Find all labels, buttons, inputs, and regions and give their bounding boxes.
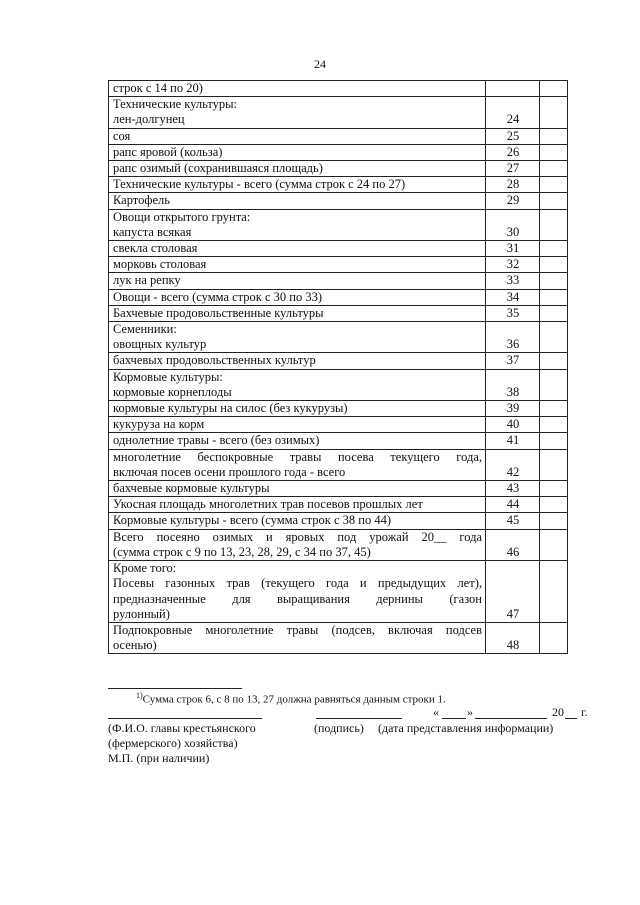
table-row: [109, 144, 568, 160]
row-name-line: Овощи открытого грунта:: [113, 209, 251, 224]
footnote-divider: [108, 688, 242, 689]
row-code: 40: [486, 417, 540, 433]
table-row: [109, 481, 568, 497]
row-name-line: рулонный): [113, 606, 170, 621]
row-value-cell[interactable]: [540, 81, 568, 97]
row-code: 42: [486, 449, 540, 480]
row-name-line: многолетние беспокровные травы посева текущего года,: [113, 449, 482, 464]
table-row: [109, 177, 568, 193]
row-name-line: Укосная площадь многолетних трав посевов прошлых лет: [113, 497, 423, 512]
page-number: 24: [314, 57, 326, 71]
row-name: [109, 305, 486, 321]
table-row: [109, 161, 568, 177]
row-name: [109, 97, 486, 128]
signature-line: [316, 718, 402, 719]
table-row: [109, 401, 568, 417]
row-code: 44: [486, 497, 540, 513]
row-name-line: рапс яровой (кольза): [113, 144, 223, 159]
row-code: 43: [486, 481, 540, 497]
row-name: [109, 81, 486, 97]
row-code: 37: [486, 353, 540, 369]
row-code: 30: [486, 209, 540, 240]
footnote: [136, 691, 446, 706]
row-name-line: морковь столовая: [113, 257, 207, 272]
date-quote-close: »: [467, 705, 473, 719]
row-name-line: бахчевые кормовые культуры: [113, 481, 270, 496]
table-row: [109, 497, 568, 513]
row-name: [109, 401, 486, 417]
date-month-line: [475, 718, 547, 719]
row-name-line: кормовые культуры на силос (без кукурузы): [113, 401, 348, 416]
row-name: [109, 273, 486, 289]
row-name-line: Всего посеяно озимых и яровых под урожай 20__ года: [113, 529, 482, 544]
row-name: [109, 529, 486, 560]
row-code: 29: [486, 193, 540, 209]
row-name: [109, 257, 486, 273]
signature-label: (подпись): [314, 721, 364, 735]
row-name-line: предназначенные для выращивания дернины (газон: [113, 591, 482, 606]
fio-label: (Ф.И.О. главы крестьянского: [108, 721, 256, 735]
row-name: [109, 433, 486, 449]
row-code: 35: [486, 305, 540, 321]
date-quote-open: «: [433, 705, 439, 719]
row-value-cell[interactable]: [540, 97, 568, 128]
table-row: [109, 128, 568, 144]
row-value-cell[interactable]: [540, 289, 568, 305]
row-value-cell[interactable]: [540, 353, 568, 369]
row-code: 46: [486, 529, 540, 560]
row-name-line: Подпокровные многолетние травы (подсев, включая подсев: [113, 622, 482, 637]
row-name: [109, 622, 486, 653]
row-code: 26: [486, 144, 540, 160]
row-name: [109, 177, 486, 193]
row-code: 48: [486, 622, 540, 653]
row-name: [109, 449, 486, 480]
row-name: [109, 209, 486, 240]
row-name-line: овощных культур: [113, 337, 207, 352]
row-value-cell[interactable]: [540, 177, 568, 193]
row-name: [109, 241, 486, 257]
table-row: [109, 322, 568, 353]
row-name-line: (сумма строк с 9 по 13, 23, 28, 29, с 34 по 37, 45): [113, 544, 371, 559]
row-code: 24: [486, 97, 540, 128]
row-name: [109, 353, 486, 369]
row-code: [486, 81, 540, 97]
table-row: [109, 622, 568, 653]
row-code: 41: [486, 433, 540, 449]
row-code: 33: [486, 273, 540, 289]
row-value-cell[interactable]: [540, 257, 568, 273]
table-row: [109, 193, 568, 209]
row-code: 36: [486, 322, 540, 353]
date-year-line: [565, 718, 577, 719]
row-name-line: включая посев осени прошлого года - всего: [113, 464, 346, 479]
row-name-line: лен-долгунец: [113, 112, 185, 127]
row-value-cell[interactable]: [540, 161, 568, 177]
row-code: 38: [486, 369, 540, 400]
table-row: [109, 273, 568, 289]
farm-label: (фермерского) хозяйства): [108, 736, 238, 750]
row-name: [109, 128, 486, 144]
row-name-line: Кормовые культуры:: [113, 369, 223, 384]
row-name-line: однолетние травы - всего (без озимых): [113, 433, 320, 448]
table-row: [109, 209, 568, 240]
row-name-line: Овощи - всего (сумма строк с 30 по 33): [113, 289, 323, 304]
row-name: [109, 497, 486, 513]
row-value-cell[interactable]: [540, 128, 568, 144]
row-code: 47: [486, 561, 540, 623]
row-value-cell[interactable]: [540, 449, 568, 480]
row-value-cell[interactable]: [540, 322, 568, 353]
row-value-cell[interactable]: [540, 561, 568, 623]
table-row: [109, 417, 568, 433]
date-day-line: [442, 718, 466, 719]
table-row: [109, 257, 568, 273]
row-code: 45: [486, 513, 540, 529]
table-row: [109, 561, 568, 623]
row-value-cell[interactable]: [540, 209, 568, 240]
table-row: [109, 81, 568, 97]
row-name-line: рапс озимый (сохранившаяся площадь): [113, 161, 323, 176]
row-value-cell[interactable]: [540, 193, 568, 209]
row-name: [109, 513, 486, 529]
row-value-cell[interactable]: [540, 417, 568, 433]
row-code: 27: [486, 161, 540, 177]
row-value-cell[interactable]: [540, 401, 568, 417]
row-code: 28: [486, 177, 540, 193]
row-name-line: соя: [113, 128, 131, 143]
table-row: [109, 433, 568, 449]
row-name-line: строк с 14 по 20): [113, 81, 203, 95]
sown-area-table: [108, 80, 568, 654]
date-year-suffix: г.: [581, 705, 588, 719]
row-value-cell[interactable]: [540, 144, 568, 160]
table-row: [109, 353, 568, 369]
row-name: [109, 193, 486, 209]
date-year-prefix: 20: [552, 705, 564, 719]
row-name-line: Кормовые культуры - всего (сумма строк с 38 по 44): [113, 513, 392, 528]
row-value-cell[interactable]: [540, 273, 568, 289]
row-name: [109, 561, 486, 623]
row-code: 34: [486, 289, 540, 305]
date-label: (дата представления информации): [378, 721, 554, 735]
row-code: 31: [486, 241, 540, 257]
row-name-line: Посевы газонных трав (текущего года и предыдущих лет),: [113, 576, 482, 591]
row-name-line: капуста всякая: [113, 224, 192, 239]
footnote-mark: 1): [136, 691, 143, 700]
row-name: [109, 369, 486, 400]
row-name-line: осенью): [113, 638, 157, 653]
row-value-cell[interactable]: [540, 433, 568, 449]
row-name-line: кукуруза на корм: [113, 417, 205, 432]
row-name-line: кормовые корнеплоды: [113, 384, 232, 399]
row-name: [109, 417, 486, 433]
row-name-line: лук на репку: [113, 273, 181, 288]
row-value-cell[interactable]: [540, 369, 568, 400]
row-value-cell[interactable]: [540, 305, 568, 321]
row-value-cell[interactable]: [540, 481, 568, 497]
table-row: [109, 97, 568, 128]
row-value-cell[interactable]: [540, 513, 568, 529]
table-row: [109, 513, 568, 529]
fio-line: [108, 718, 262, 719]
row-name: [109, 161, 486, 177]
row-name-line: Технические культуры:: [113, 97, 238, 112]
row-name-line: свекла столовая: [113, 241, 198, 256]
row-name-line: Кроме того:: [113, 561, 177, 576]
footnote-text: Сумма строк 6, с 8 по 13, 27 должна равняться данным строки 1.: [142, 693, 446, 706]
row-name: [109, 289, 486, 305]
row-value-cell[interactable]: [540, 622, 568, 653]
table-row: [109, 449, 568, 480]
row-value-cell[interactable]: [540, 241, 568, 257]
row-name-line: Бахчевые продовольственные культуры: [113, 305, 324, 320]
row-name: [109, 144, 486, 160]
stamp-label: М.П. (при наличии): [108, 751, 210, 765]
row-code: 39: [486, 401, 540, 417]
row-name-line: Технические культуры - всего (сумма строк с 24 по 27): [113, 177, 406, 192]
table-row: [109, 241, 568, 257]
table-row: [109, 529, 568, 560]
row-name-line: Картофель: [113, 193, 170, 208]
row-name: [109, 481, 486, 497]
row-value-cell[interactable]: [540, 529, 568, 560]
row-name-line: Семенники:: [113, 322, 177, 337]
table-row: [109, 305, 568, 321]
table-row: [109, 369, 568, 400]
row-name-line: бахчевых продовольственных культур: [113, 353, 316, 368]
row-code: 32: [486, 257, 540, 273]
table-row: [109, 289, 568, 305]
row-name: [109, 322, 486, 353]
row-code: 25: [486, 128, 540, 144]
row-value-cell[interactable]: [540, 497, 568, 513]
